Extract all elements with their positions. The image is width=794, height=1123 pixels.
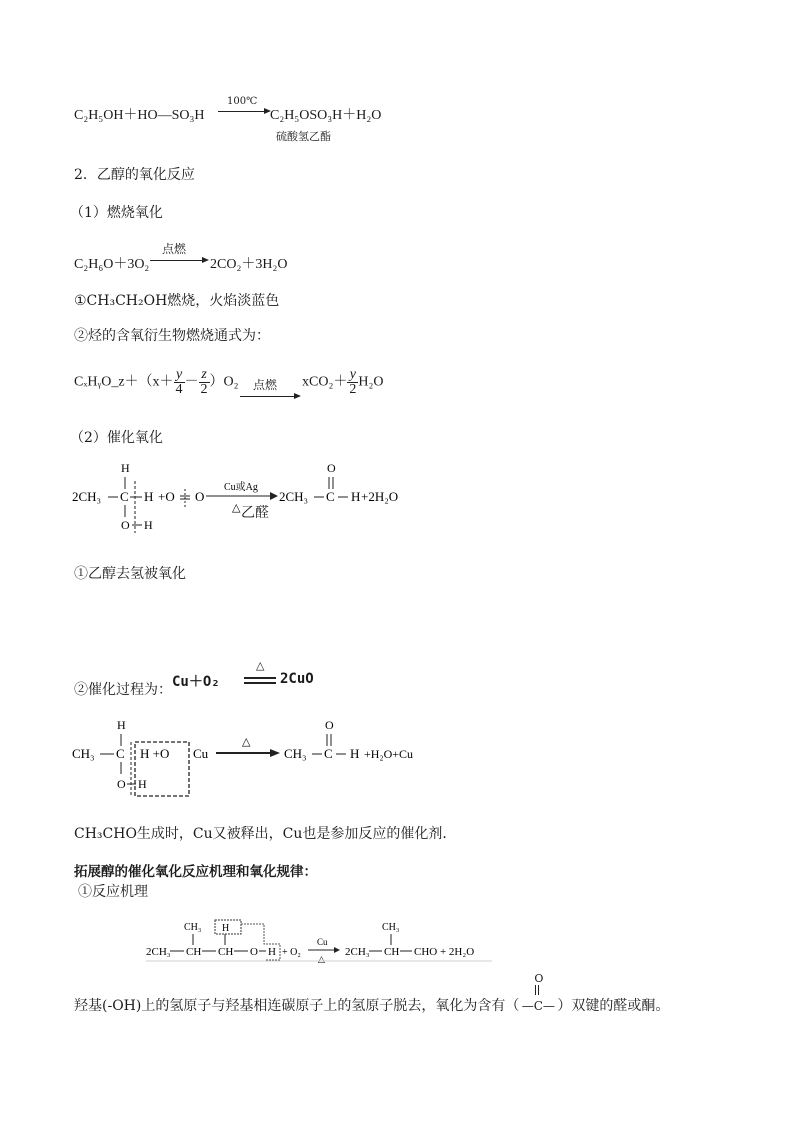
eq7-product-prefix: 2CH₃ — [345, 946, 370, 958]
eq7-condition-top: Cu — [317, 937, 328, 947]
eq7-product-top: CH₃ — [382, 922, 400, 933]
note-combustion: ①CH₃CH₂OH燃烧，火焰淡蓝色 — [74, 293, 280, 309]
eq6-condition: △ — [242, 736, 251, 748]
eq2-arrow-head — [202, 257, 209, 263]
eq3-line — [74, 368, 239, 397]
eq3-part3: xCO₂＋ — [302, 374, 348, 390]
eq6-product-c: C — [324, 746, 333, 761]
eq6-byproduct: +H₂O+Cu — [364, 747, 414, 761]
eq6-top-h: H — [117, 718, 126, 732]
eq4-byproduct: +2H₂O — [361, 489, 399, 504]
eq3-part4: H₂O — [358, 374, 384, 390]
eq5-left: Cu＋O₂ — [172, 674, 220, 690]
eq3-frac1: $\frac{y}{4}$ — [175, 367, 183, 397]
sub1-title: （1）燃烧氧化 — [70, 205, 163, 221]
eq6-ch3: CH₃ — [72, 746, 95, 761]
eq4-top-h: H — [121, 461, 130, 475]
eq3-frac3: $\frac{y}{2}$ — [349, 367, 357, 397]
eq7-h: H — [268, 946, 276, 958]
eq4-coef: 2CH₃ — [72, 489, 102, 504]
carbonyl-double-bond — [535, 985, 539, 995]
eq4-bottom-h: H — [144, 518, 153, 532]
eq2-condition: 点燃 — [162, 242, 187, 256]
eq5-condition: △ — [256, 659, 265, 672]
eq7-o2: + O₂ — [282, 947, 301, 958]
eq3-minus: － — [184, 374, 199, 390]
rule-text-a: 羟基(-OH)上的氢原子与羟基相连碳原子上的氢原子脱去，氧化为含有（ — [74, 998, 520, 1014]
note-dehydrogenation: ①乙醇去氢被氧化 — [74, 566, 186, 582]
carbonyl-o: O — [534, 972, 544, 985]
eq3-condition: 点燃 — [253, 378, 278, 392]
eq4-product-h: H — [351, 489, 361, 504]
eq3-part1: CₓHᵧO_z＋（x＋ — [74, 374, 174, 390]
eq7-prefix: 2CH₃ — [146, 946, 171, 958]
eq3-part2: ）O₂ — [209, 374, 239, 390]
note-catalytic-process: ②催化过程为： — [74, 682, 172, 698]
rule-text — [74, 972, 670, 1015]
eq7-ch2: CH — [218, 946, 234, 958]
eq6-cu: Cu — [193, 746, 209, 761]
eq7-top-ch3: CH₃ — [184, 922, 202, 933]
eq4-right-h: H — [144, 489, 154, 504]
eq4-o2: O — [195, 489, 205, 504]
extension-title: 拓展醇的催化氧化反应机理和氧化规律： — [74, 864, 317, 880]
eq2-arrow — [150, 260, 204, 261]
eq1-right: C₂H₅OSO₃H＋H₂O — [270, 108, 382, 123]
eq6-product-h: H — [350, 746, 360, 761]
eq7-product-ch: CH — [384, 946, 400, 958]
eq1-left: C₂H₅OH＋HO—SO₃H — [74, 108, 205, 123]
eq6-c: C — [116, 746, 125, 761]
eq6-bottom-h: H — [138, 777, 147, 791]
carbonyl-c: —C— — [521, 999, 555, 1013]
eq3-frac2: $\frac{z}{2}$ — [200, 367, 208, 397]
eq6-structure — [64, 712, 444, 798]
eq4-plus-o: +O — [158, 489, 175, 504]
eq6-h-plus-o: H +O — [140, 746, 170, 761]
eq1-arrow — [218, 111, 266, 112]
eq7-top-h: H — [222, 923, 230, 934]
eq5-right: 2CuO — [280, 671, 314, 687]
eq6-bottom-o: O — [117, 777, 126, 791]
rule-text-b: ）双键的醛或酮。 — [557, 998, 670, 1014]
eq4-product-c: C — [326, 489, 335, 504]
eq2-left: C₂H₆O＋3O₂ — [74, 257, 150, 272]
carbonyl-group — [519, 972, 557, 1014]
note-general-formula: ②烃的含氧衍生物燃烧通式为： — [74, 328, 270, 344]
eq3-arrow — [240, 396, 296, 397]
eq2-right: 2CO₂＋3H₂O — [210, 257, 288, 272]
eq4-condition-bottom: △ — [232, 502, 241, 514]
eq4-product-o: O — [327, 461, 336, 475]
note-catalyst: CH₃CHO生成时，Cu又被释出，Cu也是参加反应的催化剂． — [74, 826, 457, 842]
eq6-product-o: O — [325, 718, 334, 732]
eq4-bottom-o: O — [121, 518, 130, 532]
eq1-condition: 100℃ — [227, 96, 258, 107]
eq3-arrow-head — [294, 393, 301, 399]
eq1-product-label: 硫酸氢乙酯 — [276, 130, 331, 143]
eq6-product-ch3: CH₃ — [284, 746, 307, 761]
eq4-condition-top: Cu或Ag — [224, 482, 258, 493]
sub2-title: （2）催化氧化 — [70, 430, 163, 446]
section2-title: 2．乙醇的氧化反应 — [74, 167, 195, 183]
eq7-o: O — [250, 946, 258, 958]
eq7-condition-bottom: △ — [318, 954, 325, 964]
eq7-product-cho: CHO + 2H₂O — [414, 946, 475, 958]
eq4-product: 2CH₃ — [279, 489, 309, 504]
eq5-equals-top — [244, 677, 276, 679]
eq3-right — [302, 368, 383, 397]
eq4-structure — [64, 455, 444, 540]
eq4-c: C — [120, 489, 129, 504]
eq7-structure — [140, 910, 500, 968]
mechanism-title: ①反应机理 — [78, 884, 148, 900]
eq4-product-name: 乙醛 — [241, 505, 269, 521]
eq7-ch: CH — [186, 946, 202, 958]
eq5-equals-bottom — [244, 682, 276, 684]
